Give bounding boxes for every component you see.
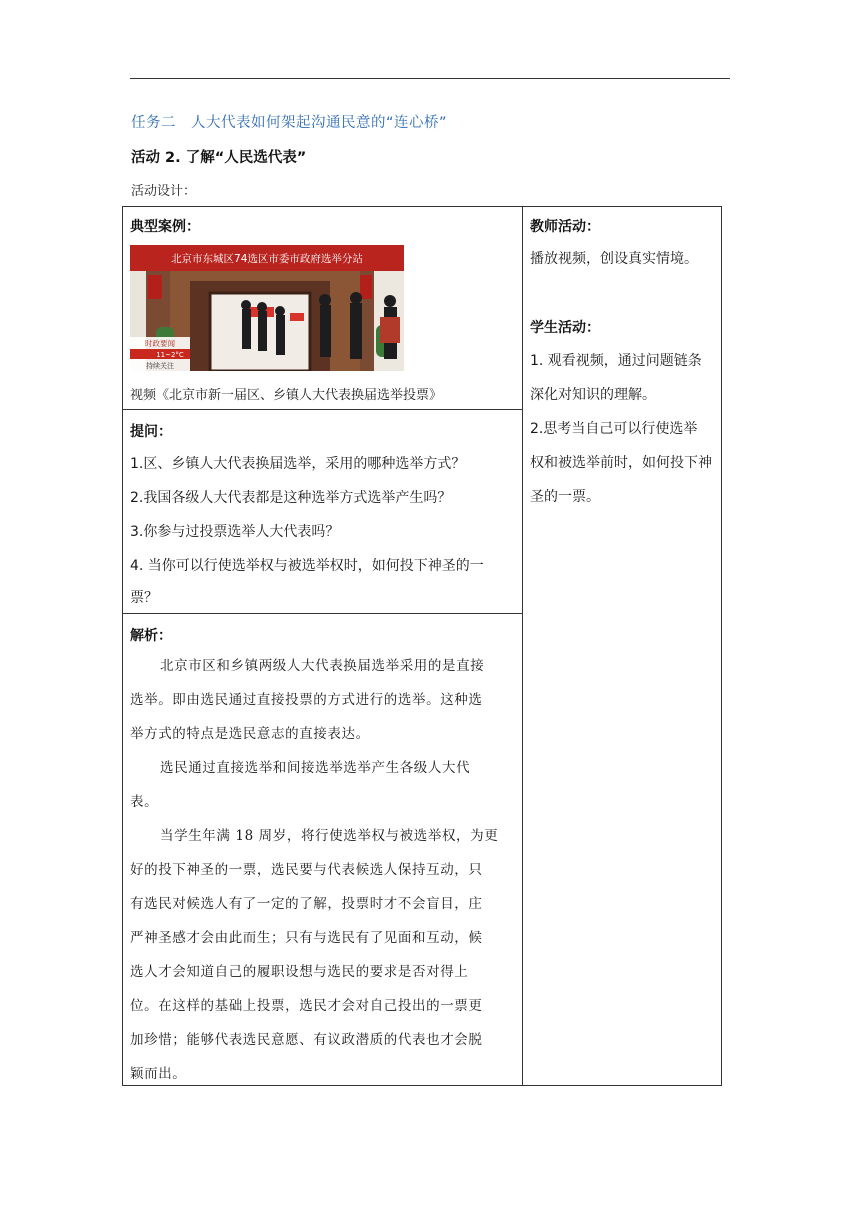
banner-text: 北京市东城区74选区市委市政府选举分站 <box>171 253 363 265</box>
header-rule <box>130 78 730 79</box>
design-label: 活动设计： <box>131 184 197 199</box>
analysis-line: 选举。即由选民通过直接投票的方式进行的选举。这种选 <box>130 692 483 708</box>
column-divider <box>522 207 523 1085</box>
question-item: 1.区、乡镇人大代表换届选举，采用的哪种选举方式？ <box>130 456 466 472</box>
questions-heading: 提问： <box>130 424 172 440</box>
temp-label: 11~2°C <box>156 351 184 359</box>
student-activity-heading: 学生活动： <box>530 320 600 336</box>
row-divider-1 <box>123 409 522 410</box>
analysis-heading: 解析： <box>130 628 172 644</box>
analysis-line: 加珍惜；能够代表选民意愿、有议政潜质的代表也才会脱 <box>130 1032 483 1048</box>
student-activity-line: 权和被选举前时，如何投下神 <box>530 455 712 471</box>
analysis-line: 北京市区和乡镇两级人大代表换届选举采用的是直接 <box>160 658 485 674</box>
analysis-line: 举方式的特点是选民意志的直接表达。 <box>130 726 370 742</box>
case-heading: 典型案例： <box>130 219 200 235</box>
analysis-line: 选民通过直接选举和间接选举选举产生各级人大代 <box>160 760 471 776</box>
student-activity-line: 深化对知识的理解。 <box>530 387 656 403</box>
video-thumbnail[interactable] <box>130 245 404 371</box>
analysis-line: 当学生年满 18 周岁，将行使选举权与被选举权，为更 <box>160 828 499 844</box>
analysis-line: 严神圣感才会由此而生；只有与选民有了见面和互动，候 <box>130 930 483 946</box>
activity-table <box>122 206 722 1086</box>
student-activity-line: 圣的一票。 <box>530 489 600 505</box>
news-label: 时政要闻 <box>145 339 175 348</box>
row-divider-2 <box>123 613 522 614</box>
teacher-activity-heading: 教师活动： <box>530 219 600 235</box>
student-activity-line: 2.思考当自己可以行使选举 <box>530 421 698 437</box>
teacher-activity-text: 播放视频，创设真实情境。 <box>530 251 698 267</box>
student-activity-line: 1. 观看视频，通过问题链条 <box>530 353 702 369</box>
follow-label: 持续关注 <box>146 362 174 370</box>
analysis-line: 位。在这样的基础上投票，选民才会对自己投出的一票更 <box>130 998 483 1014</box>
analysis-line: 表。 <box>130 794 159 810</box>
video-caption: 视频《北京市新一届区、乡镇人大代表换届选举投票》 <box>130 388 443 403</box>
analysis-line: 选人才会知道自己的履职设想与选民的要求是否对得上 <box>130 964 469 980</box>
analysis-line: 颖而出。 <box>130 1066 187 1082</box>
question-item: 票？ <box>130 590 158 606</box>
video-scene-image <box>130 245 404 371</box>
question-item: 2.我国各级人大代表都是这种选举方式选举产生吗？ <box>130 490 452 506</box>
question-item: 3.你参与过投票选举人大代表吗？ <box>130 524 340 540</box>
activity-title: 活动 2. 了解“人民选代表” <box>131 150 307 166</box>
task-title: 任务二 人大代表如何架起沟通民意的“连心桥” <box>131 115 448 131</box>
analysis-body <box>130 649 515 1091</box>
analysis-line: 好的投下神圣的一票，选民要与代表候选人保持互动，只 <box>130 862 483 878</box>
question-item: 4. 当你可以行使选举权与被选举权时，如何投下神圣的一 <box>130 558 484 574</box>
analysis-line: 有选民对候选人有了一定的了解，投票时才不会盲目，庄 <box>130 896 483 912</box>
